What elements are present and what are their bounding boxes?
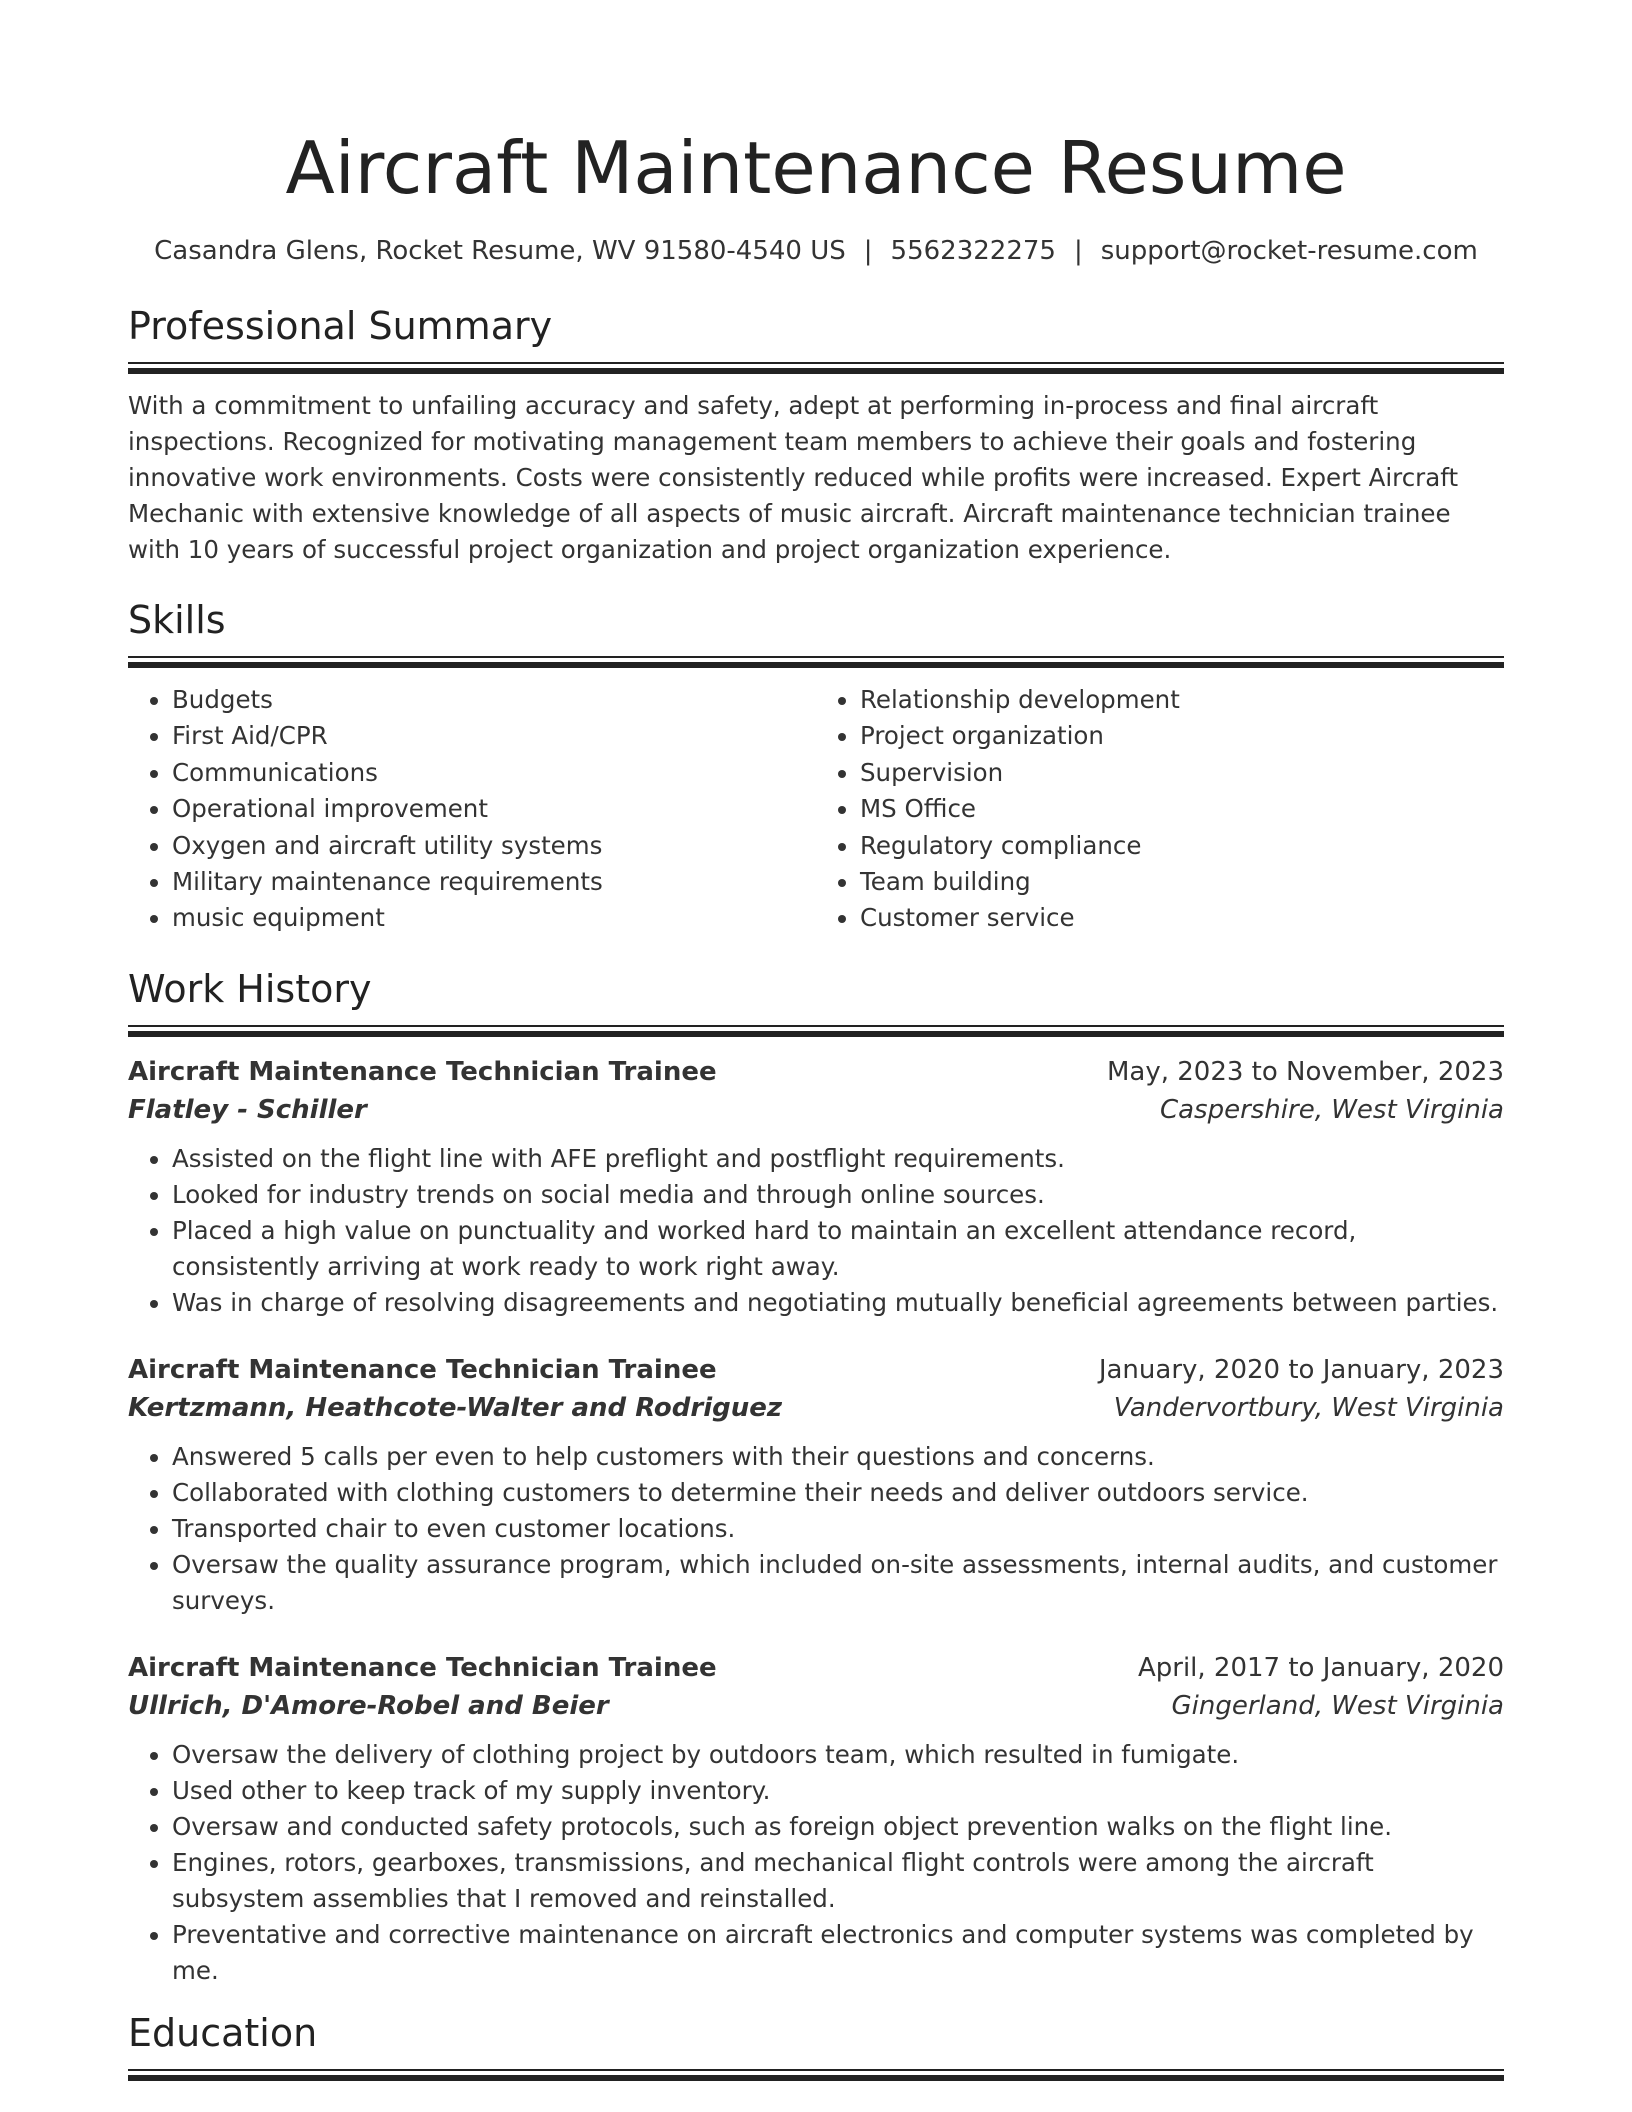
job-title-row — [128, 1351, 1504, 1389]
job-bullet: • Preventative and corrective maintenance on aircraft electronics and computer systems was completed by me. — [172, 1917, 1504, 1989]
education-section-header — [128, 2009, 1504, 2081]
work-heading: Work History — [128, 966, 372, 1011]
job-company: Flatley - Schiller — [128, 1094, 367, 1125]
skill-item: • MS Office — [860, 791, 1504, 827]
job-bullet: • Looked for industry trends on social media and through online sources. — [172, 1177, 1504, 1213]
job-bullet: • Oversaw and conducted safety protocols, such as foreign object prevention walks on the flight line. — [172, 1809, 1504, 1845]
contact-email: support@rocket-resume.com — [1100, 236, 1478, 266]
skill-item: • Team building — [860, 864, 1504, 900]
summary-section-header — [128, 302, 1504, 374]
contact-separator: | — [1073, 236, 1083, 266]
skills-heading: Skills — [128, 598, 226, 642]
work-history-list — [128, 1053, 1504, 1989]
contact-separator: | — [863, 236, 873, 266]
skill-item: • Project organization — [860, 718, 1504, 754]
job-dates: April, 2017 to January, 2020 — [1137, 1652, 1504, 1683]
job-title-row — [128, 1649, 1504, 1687]
job-title: Aircraft Maintenance Technician Trainee — [128, 1652, 717, 1683]
skill-item: • Communications — [172, 755, 816, 791]
job-bullet: • Transported chair to even customer locations. — [172, 1511, 1504, 1547]
skill-item: • Relationship development — [860, 682, 1504, 718]
skill-item: • Oxygen and aircraft utility systems — [172, 828, 816, 864]
contact-phone: 5562322275 — [890, 236, 1056, 266]
job-company-row — [128, 1687, 1504, 1725]
job-bullet: • Oversaw the delivery of clothing project by outdoors team, which resulted in fumigate. — [172, 1737, 1504, 1773]
job-company-row — [128, 1091, 1504, 1129]
skill-item: • Regulatory compliance — [860, 828, 1504, 864]
job-title: Aircraft Maintenance Technician Trainee — [128, 1056, 717, 1087]
work-section-header — [128, 965, 1504, 1037]
skills-column-right — [816, 682, 1504, 937]
skill-item: • music equipment — [172, 900, 816, 936]
skills-list — [128, 682, 1504, 937]
skill-item: • First Aid/CPR — [172, 718, 816, 754]
job-bullets — [128, 1737, 1504, 1989]
job-bullet: • Was in charge of resolving disagreements and negotiating mutually beneficial agreements between parties. — [172, 1285, 1504, 1321]
skill-item: • Operational improvement — [172, 791, 816, 827]
job-company: Kertzmann, Heathcote-Walter and Rodriguez — [128, 1392, 783, 1423]
skill-item: • Supervision — [860, 755, 1504, 791]
skill-item: • Budgets — [172, 682, 816, 718]
section-divider — [128, 362, 1504, 374]
resume-title: Aircraft Maintenance Resume — [285, 126, 1347, 210]
job-bullet: • Placed a high value on punctuality and worked hard to maintain an excellent attendance record, consistently arriving at work ready to work right away. — [172, 1213, 1504, 1285]
job-bullet: • Engines, rotors, gearboxes, transmissions, and mechanical flight controls were among the aircraft subsystem assemblies that I removed and reinstalled. — [172, 1845, 1504, 1917]
job-bullet: • Collaborated with clothing customers to determine their needs and deliver outdoors service. — [172, 1475, 1504, 1511]
job-location: Gingerland, West Virginia — [1171, 1690, 1504, 1721]
section-divider — [128, 656, 1504, 668]
job-dates: January, 2020 to January, 2023 — [1098, 1354, 1504, 1385]
job-bullets — [128, 1439, 1504, 1619]
skill-item: • Customer service — [860, 900, 1504, 936]
job-entry — [128, 1053, 1504, 1321]
job-title: Aircraft Maintenance Technician Trainee — [128, 1354, 717, 1385]
summary-text: With a commitment to unfailing accuracy and safety, adept at performing in-process and final aircraft inspections. Recognized for motivating management team members to achieve their goals and fostering innovative work environments. Costs were consistently reduced while profits were increased. Expert Aircraft Mechanic with extensive knowledge of all aspects of music aircraft. Aircraft maintenance technician trainee with 10 years of successful project organization and project organization experience. — [128, 391, 1459, 564]
job-entry — [128, 1649, 1504, 1989]
summary-heading: Professional Summary — [128, 304, 553, 348]
job-location: Caspershire, West Virginia — [1159, 1094, 1504, 1125]
job-bullet: • Used other to keep track of my supply inventory. — [172, 1773, 1504, 1809]
job-bullet: • Oversaw the quality assurance program, which included on-site assessments, internal audits, and customer surveys. — [172, 1547, 1504, 1619]
job-location: Vandervortbury, West Virginia — [1113, 1392, 1504, 1423]
education-heading: Education — [128, 2010, 318, 2055]
section-divider — [128, 1025, 1504, 1037]
job-company-row — [128, 1389, 1504, 1427]
job-bullet: • Answered 5 calls per even to help customers with their questions and concerns. — [172, 1439, 1504, 1475]
section-divider — [128, 2069, 1504, 2081]
job-title-row — [128, 1053, 1504, 1091]
job-entry — [128, 1351, 1504, 1619]
skill-item: • Military maintenance requirements — [172, 864, 816, 900]
skills-section-header — [128, 596, 1504, 668]
job-company: Ullrich, D'Amore-Robel and Beier — [128, 1690, 609, 1721]
job-dates: May, 2023 to November, 2023 — [1106, 1056, 1504, 1087]
skills-column-left — [128, 682, 816, 937]
job-bullets — [128, 1141, 1504, 1321]
job-bullet: • Assisted on the flight line with AFE preflight and postflight requirements. — [172, 1141, 1504, 1177]
contact-address: Casandra Glens, Rocket Resume, WV 91580-4540 US — [154, 236, 846, 266]
contact-line — [128, 234, 1504, 268]
